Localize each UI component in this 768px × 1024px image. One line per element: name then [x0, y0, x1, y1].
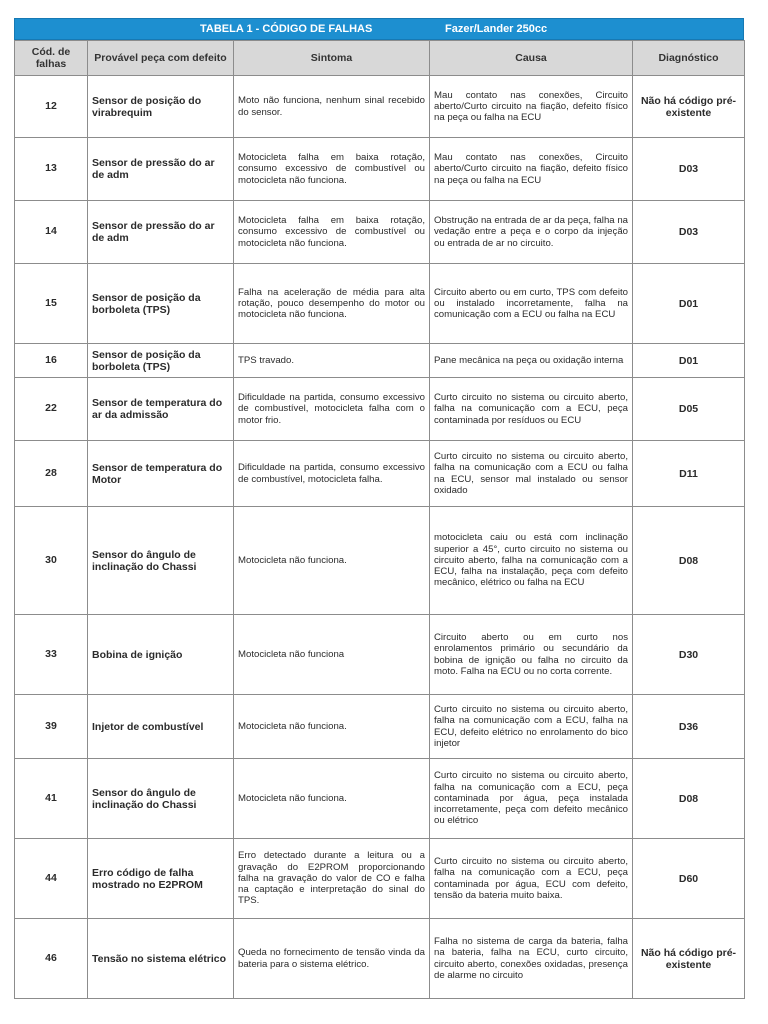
cell-cause: Circuito aberto ou em curto nos enrolamentos primário ou secundário da bobina de ignição ou falha no circuito da moto. Falha na ECU ou no corta corrente.	[430, 615, 633, 695]
cell-diagnosis: D05	[633, 378, 745, 441]
cell-symptom: Dificuldade na partida, consumo excessivo de combustível, motocicleta falha.	[234, 441, 430, 507]
table-row	[15, 919, 745, 999]
cell-diagnosis: D36	[633, 695, 745, 759]
table-row	[15, 201, 745, 264]
table-row	[15, 759, 745, 839]
table-row	[15, 441, 745, 507]
cell-diagnosis: D03	[633, 138, 745, 201]
table-title-bar	[14, 18, 744, 40]
cell-part: Erro código de falha mostrado no E2PROM	[88, 839, 234, 919]
cell-diagnosis: D30	[633, 615, 745, 695]
table-row	[15, 76, 745, 138]
fault-code-table-container	[14, 18, 744, 999]
cell-part: Sensor de pressão do ar de adm	[88, 201, 234, 264]
cell-cause: Circuito aberto ou em curto, TPS com defeito ou instalado incorretamente, falha na comunicação com a ECU ou falha na ECU	[430, 264, 633, 344]
cell-part: Sensor do ângulo de inclinação do Chassi	[88, 507, 234, 615]
cell-code: 13	[15, 138, 88, 201]
table-row	[15, 615, 745, 695]
cell-symptom: Motocicleta falha em baixa rotação, consumo excessivo de combustível ou motocicleta não funciona.	[234, 201, 430, 264]
cell-code: 12	[15, 76, 88, 138]
cell-code: 15	[15, 264, 88, 344]
cell-symptom: Moto não funciona, nenhum sinal recebido do sensor.	[234, 76, 430, 138]
table-row	[15, 695, 745, 759]
cell-cause: Curto circuito no sistema ou circuito aberto, falha na comunicação com a ECU, peça contaminada por água, peça instalada incorretamente, peça com defeito mecânico ou elétrico	[430, 759, 633, 839]
cell-symptom: Erro detectado durante a leitura ou a gravação do E2PROM proporcionando falha na gravação do valor de CO e falha na captação e interpretação do sinal do TPS.	[234, 839, 430, 919]
cell-symptom: Falha na aceleração de média para alta rotação, pouco desempenho do motor ou motocicleta não funciona.	[234, 264, 430, 344]
table-title: TABELA 1 - CÓDIGO DE FALHAS	[200, 23, 373, 35]
header-symptom: Sintoma	[234, 41, 430, 76]
cell-diagnosis: D11	[633, 441, 745, 507]
cell-code: 28	[15, 441, 88, 507]
cell-part: Sensor de temperatura do ar da admissão	[88, 378, 234, 441]
table-row	[15, 138, 745, 201]
cell-part: Sensor de posição da borboleta (TPS)	[88, 344, 234, 378]
cell-symptom: TPS travado.	[234, 344, 430, 378]
cell-diagnosis: D08	[633, 507, 745, 615]
cell-symptom: Motocicleta falha em baixa rotação, consumo excessivo de combustível ou motocicleta não funciona.	[234, 138, 430, 201]
cell-diagnosis: D08	[633, 759, 745, 839]
cell-diagnosis: D60	[633, 839, 745, 919]
table-row	[15, 264, 745, 344]
cell-part: Sensor de posição da borboleta (TPS)	[88, 264, 234, 344]
cell-cause: Falha no sistema de carga da bateria, falha na bateria, falha na ECU, curto circuito, circuito aberto, conexões oxidadas, presença de alarme no circuito	[430, 919, 633, 999]
table-row	[15, 344, 745, 378]
cell-symptom: Dificuldade na partida, consumo excessivo de combustível, motocicleta falha com o motor frio.	[234, 378, 430, 441]
cell-code: 33	[15, 615, 88, 695]
cell-symptom: Queda no fornecimento de tensão vinda da bateria para o sistema elétrico.	[234, 919, 430, 999]
cell-part: Sensor de temperatura do Motor	[88, 441, 234, 507]
cell-code: 44	[15, 839, 88, 919]
cell-diagnosis: D01	[633, 344, 745, 378]
cell-symptom: Motocicleta não funciona.	[234, 759, 430, 839]
cell-part: Tensão no sistema elétrico	[88, 919, 234, 999]
cell-code: 41	[15, 759, 88, 839]
cell-cause: Mau contato nas conexões, Circuito aberto/Curto circuito na fiação, defeito físico na peça ou falha na ECU	[430, 138, 633, 201]
cell-cause: Obstrução na entrada de ar da peça, falha na vedação entre a peça e o corpo da injeção ou entrada de ar no circuito.	[430, 201, 633, 264]
cell-cause: motocicleta caiu ou está com inclinação superior a 45°, curto circuito no sistema ou circuito aberto, falha na comunicação com a ECU, falha na instalação, peça com defeito mecânico, elétrico ou falha na ECU	[430, 507, 633, 615]
cell-cause: Curto circuito no sistema ou circuito aberto, falha na comunicação com a ECU, peça contaminada por resíduos ou ECU	[430, 378, 633, 441]
cell-symptom: Motocicleta não funciona	[234, 615, 430, 695]
table-row	[15, 507, 745, 615]
header-part: Provável peça com defeito	[88, 41, 234, 76]
cell-code: 30	[15, 507, 88, 615]
cell-cause: Mau contato nas conexões, Circuito aberto/Curto circuito na fiação, defeito físico na peça ou falha na ECU	[430, 76, 633, 138]
header-diagnosis: Diagnóstico	[633, 41, 745, 76]
table-model: Fazer/Lander 250cc	[445, 23, 548, 35]
cell-diagnosis: Não há código pré-existente	[633, 76, 745, 138]
header-code: Cód. de falhas	[15, 41, 88, 76]
cell-cause: Curto circuito no sistema ou circuito aberto, falha na comunicação com a ECU ou falha na ECU, sensor mal instalado ou sensor oxidado	[430, 441, 633, 507]
cell-part: Sensor de pressão do ar de adm	[88, 138, 234, 201]
cell-part: Bobina de ignição	[88, 615, 234, 695]
cell-cause: Pane mecânica na peça ou oxidação interna	[430, 344, 633, 378]
table-row	[15, 378, 745, 441]
table-row	[15, 839, 745, 919]
cell-diagnosis: D03	[633, 201, 745, 264]
cell-symptom: Motocicleta não funciona.	[234, 507, 430, 615]
cell-code: 39	[15, 695, 88, 759]
cell-code: 46	[15, 919, 88, 999]
cell-cause: Curto circuito no sistema ou circuito aberto, falha na comunicação com a ECU, falha na ECU, defeito elétrico no enrolamento do bico injetor	[430, 695, 633, 759]
header-cause: Causa	[430, 41, 633, 76]
cell-diagnosis: Não há código pré-existente	[633, 919, 745, 999]
cell-part: Injetor de combustível	[88, 695, 234, 759]
cell-cause: Curto circuito no sistema ou circuito aberto, falha na comunicação com a ECU, peça contaminada por água, ECU com defeito, tensão da bateria muito baixa.	[430, 839, 633, 919]
cell-part: Sensor de posição do virabrequim	[88, 76, 234, 138]
cell-part: Sensor do ângulo de inclinação do Chassi	[88, 759, 234, 839]
fault-code-table	[14, 40, 745, 999]
cell-code: 16	[15, 344, 88, 378]
cell-code: 14	[15, 201, 88, 264]
header-row	[15, 41, 745, 76]
cell-diagnosis: D01	[633, 264, 745, 344]
cell-code: 22	[15, 378, 88, 441]
cell-symptom: Motocicleta não funciona.	[234, 695, 430, 759]
